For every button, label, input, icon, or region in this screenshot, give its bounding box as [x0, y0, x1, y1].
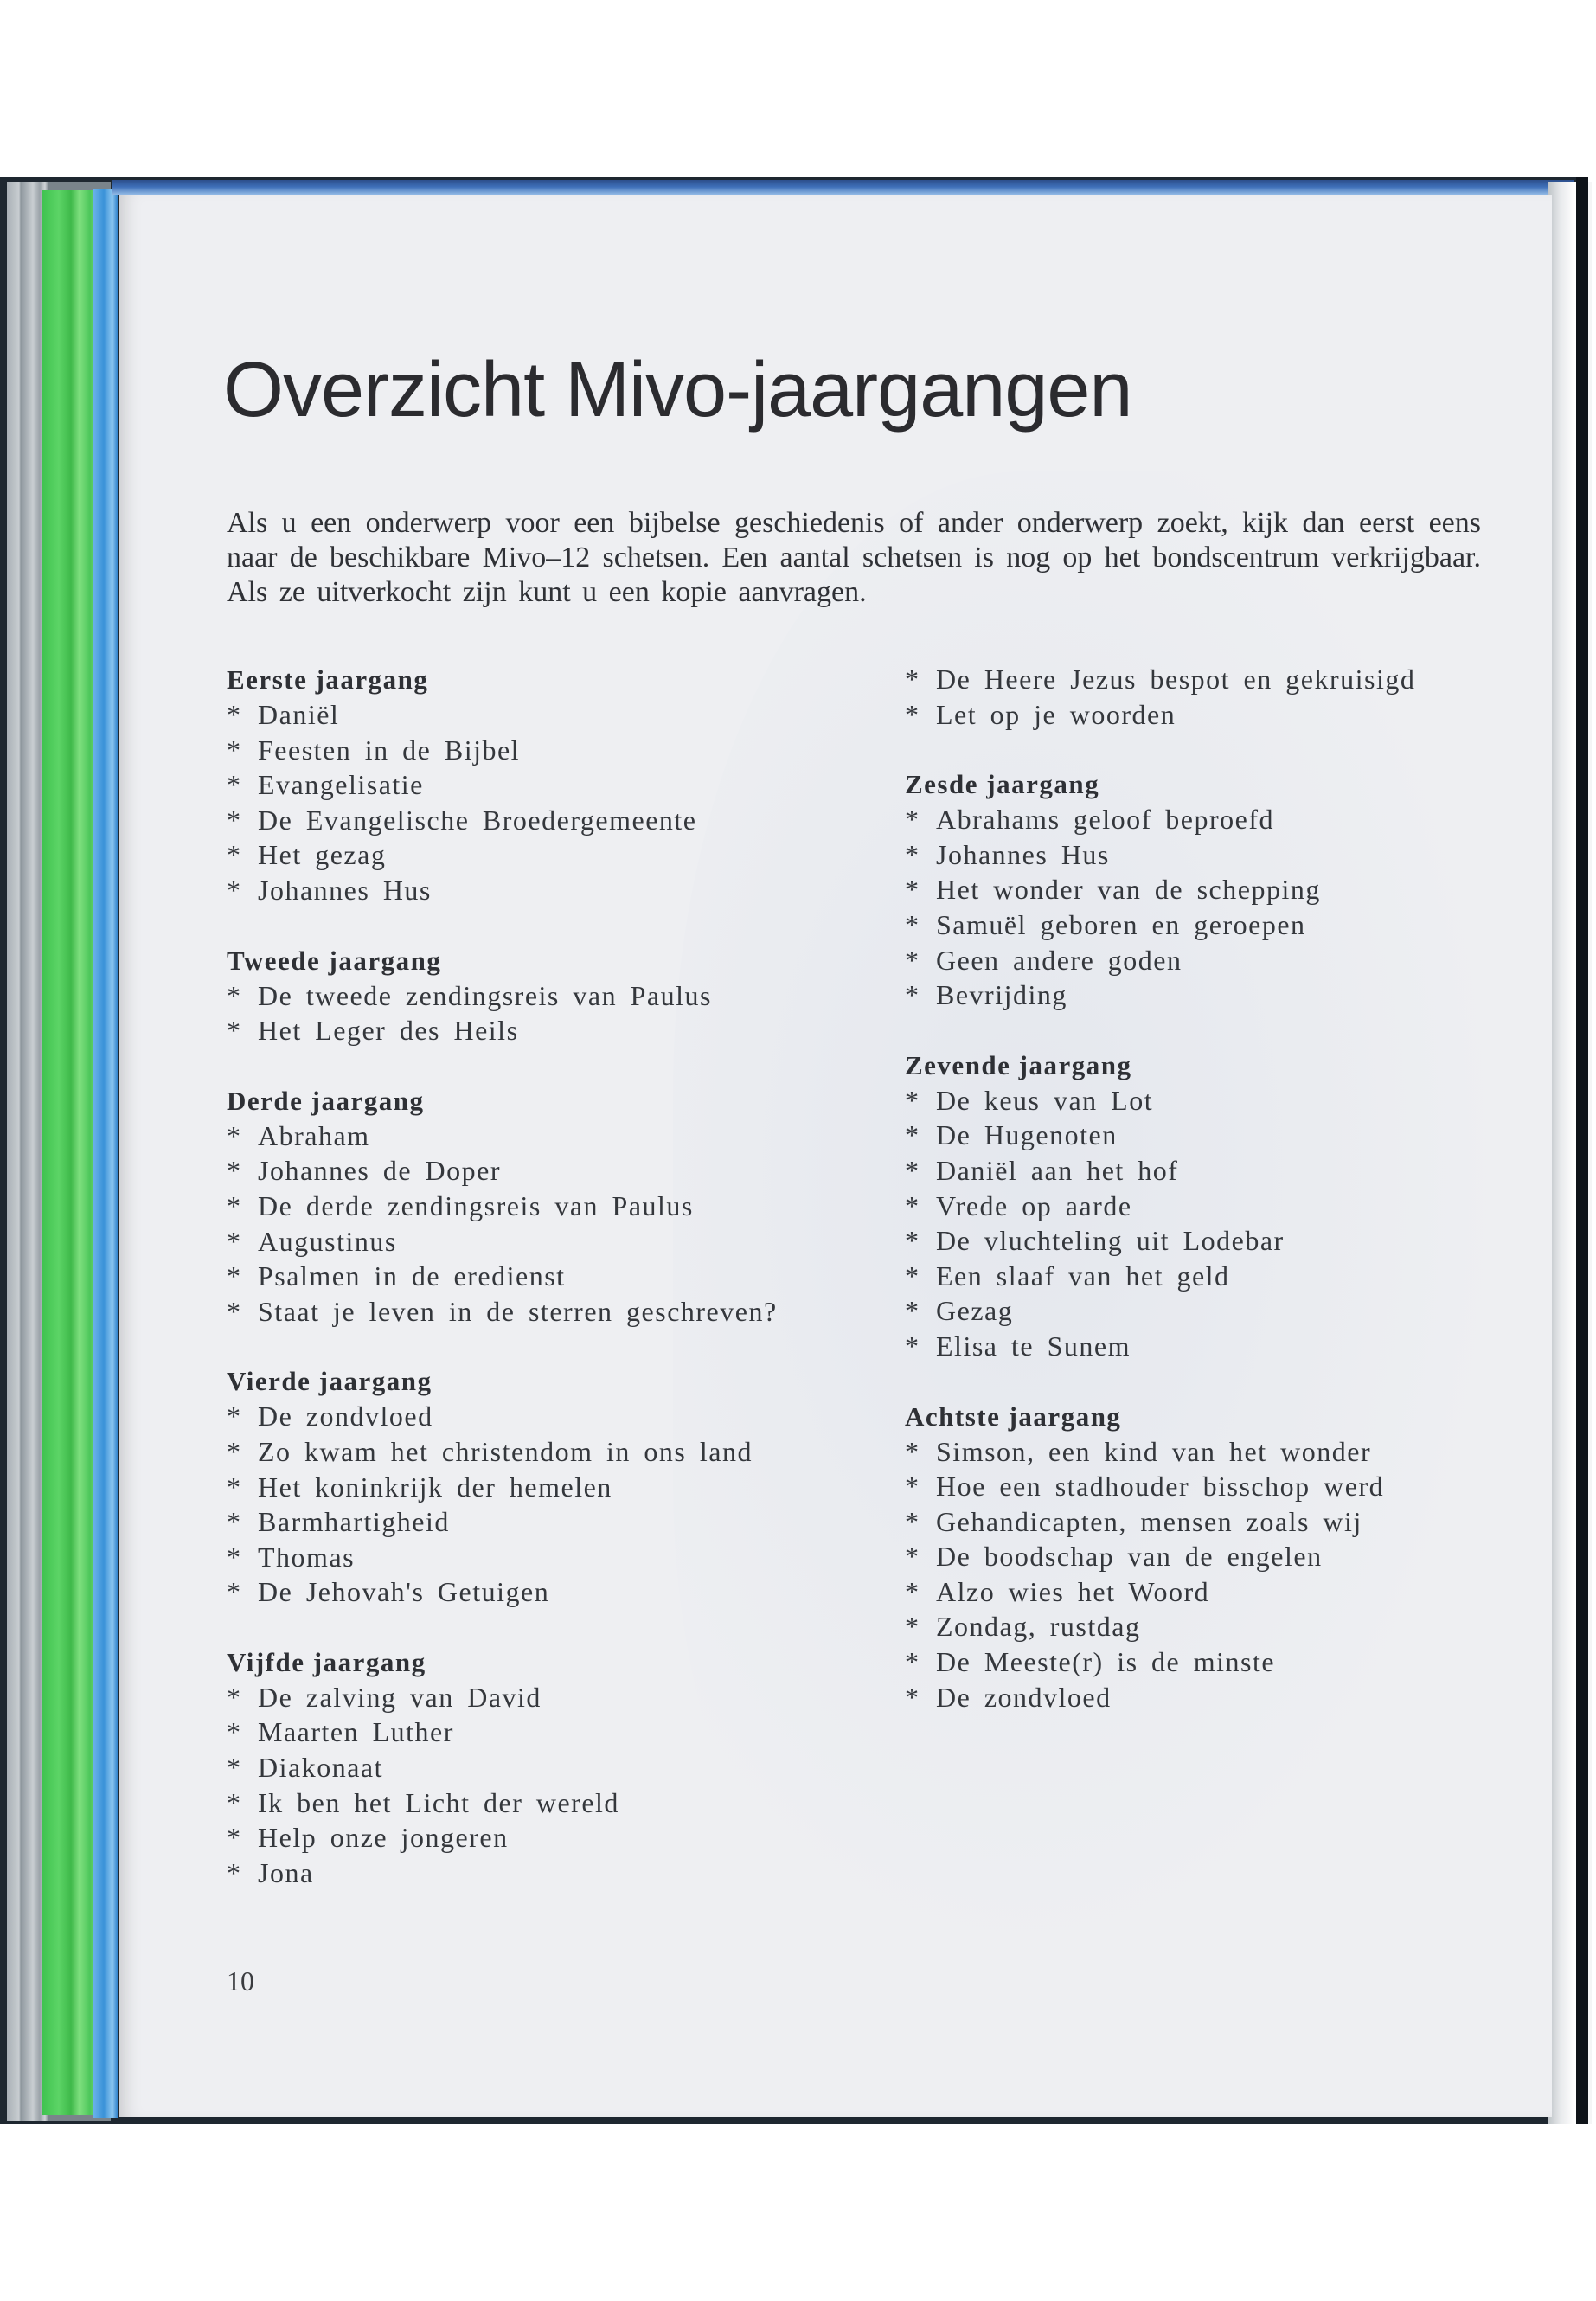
right-column [905, 662, 1562, 1749]
blue-page-edge [93, 189, 118, 2118]
topic-item: * De Evangelische Broedergemeente [227, 803, 884, 838]
topic-item: * De keus van Lot [905, 1083, 1562, 1118]
topic-item: * Het wonder van de schepping [905, 872, 1562, 907]
topic-item: * Abrahams geloof beproefd [905, 802, 1562, 837]
topic-item: * De Jehovah's Getuigen [227, 1574, 884, 1610]
topic-item: * Thomas [227, 1540, 884, 1575]
topic-item: * De zondvloed [227, 1399, 884, 1434]
topic-item: * Het koninkrijk der hemelen [227, 1470, 884, 1505]
topic-item: * De vluchteling uit Lodebar [905, 1223, 1562, 1259]
topic-item: * Zondag, rustdag [905, 1609, 1562, 1644]
topic-list [227, 1399, 884, 1610]
year-section [905, 766, 1562, 1013]
topic-list [905, 1083, 1562, 1364]
topic-item: * De Hugenoten [905, 1118, 1562, 1153]
topic-item: * Vrede op aarde [905, 1189, 1562, 1224]
topic-list [227, 1680, 884, 1891]
topic-item: * De zondvloed [905, 1680, 1562, 1715]
topic-item: * De tweede zendingsreis van Paulus [227, 978, 884, 1014]
topic-item: * Samuël geboren en geroepen [905, 907, 1562, 943]
topic-list [905, 1434, 1562, 1715]
topic-item: * De Meeste(r) is de minste [905, 1644, 1562, 1680]
topic-list [227, 1118, 884, 1330]
topic-item: * Staat je leven in de sterren geschreven? [227, 1294, 884, 1330]
topic-item: * Gezag [905, 1293, 1562, 1329]
year-section [905, 662, 1562, 732]
section-heading: Vijfde jaargang [227, 1646, 426, 1677]
topic-item: * Gehandicapten, mensen zoals wij [905, 1504, 1562, 1540]
topic-item: * Alzo wies het Woord [905, 1574, 1562, 1610]
page-number: 10 [227, 1965, 254, 1997]
topic-item: * Het gezag [227, 837, 884, 873]
section-heading: Derde jaargang [227, 1085, 425, 1116]
topic-list [905, 662, 1562, 732]
top-cover-edge [112, 180, 1574, 195]
topic-item: * Zo kwam het christendom in ons land [227, 1434, 884, 1470]
year-section [227, 662, 884, 908]
topic-item: * Ik ben het Licht der wereld [227, 1785, 884, 1821]
right-cover-edge [1576, 177, 1588, 2124]
section-heading: Zevende jaargang [905, 1049, 1132, 1080]
topic-list [227, 697, 884, 908]
topic-item: * Evangelisatie [227, 767, 884, 803]
topic-item: * Barmhartigheid [227, 1504, 884, 1540]
topic-item: * Help onze jongeren [227, 1820, 884, 1856]
section-heading: Achtste jaargang [905, 1400, 1122, 1432]
topic-item: * Jona [227, 1856, 884, 1891]
topic-item: * Elisa te Sunem [905, 1329, 1562, 1364]
topic-item: * Feesten in de Bijbel [227, 733, 884, 768]
topic-item: * Hoe een stadhouder bisschop werd [905, 1469, 1562, 1504]
topic-item: * Maarten Luther [227, 1715, 884, 1750]
topic-item: * Daniël aan het hof [905, 1153, 1562, 1189]
section-heading: Zesde jaargang [905, 769, 1100, 800]
topic-item: * Daniël [227, 697, 884, 733]
topic-item: * Johannes Hus [905, 837, 1562, 873]
page-title: Overzicht Mivo-jaargangen [223, 347, 1132, 433]
topic-item: * Diakonaat [227, 1750, 884, 1785]
book-page [119, 195, 1552, 2117]
topic-item: * Johannes de Doper [227, 1153, 884, 1189]
topic-item: * Let op je woorden [905, 697, 1562, 733]
topic-item: * Het Leger des Heils [227, 1013, 884, 1048]
topic-item: * De zalving van David [227, 1680, 884, 1715]
topic-item: * Bevrijding [905, 977, 1562, 1013]
year-section [905, 1399, 1562, 1715]
topic-item: * De boodschap van de engelen [905, 1539, 1562, 1574]
topic-item: * De Heere Jezus bespot en gekruisigd [905, 662, 1562, 697]
topic-item: * Psalmen in de eredienst [227, 1259, 884, 1294]
topic-item: * Simson, een kind van het wonder [905, 1434, 1562, 1470]
year-section [905, 1048, 1562, 1364]
left-column [227, 662, 884, 1925]
topic-list [227, 978, 884, 1048]
topic-item: * Geen andere goden [905, 943, 1562, 978]
topic-item: * De derde zendingsreis van Paulus [227, 1189, 884, 1224]
section-heading: Vierde jaargang [227, 1366, 433, 1397]
year-section [227, 1083, 884, 1330]
section-heading: Tweede jaargang [227, 945, 442, 976]
topic-item: * Johannes Hus [227, 873, 884, 908]
year-section [227, 943, 884, 1048]
topic-item: * Augustinus [227, 1224, 884, 1259]
section-heading: Eerste jaargang [227, 664, 429, 695]
year-section [227, 1644, 884, 1891]
topic-item: * Abraham [227, 1118, 884, 1154]
green-page-edges [42, 190, 95, 2115]
topic-item: * Een slaaf van het geld [905, 1259, 1562, 1294]
year-section [227, 1363, 884, 1610]
topic-list [905, 802, 1562, 1013]
intro-paragraph: Als u een onderwerp voor een bijbelse geschiedenis of ander onderwerp zoekt, kijk dan eerst eens naar de beschikbare Mivo–12 schetsen. Een aantal schetsen is nog op het bondscentrum verkrijgbaar. Als ze uitverkocht zijn kunt u een kopie aanvragen. [227, 507, 1481, 608]
